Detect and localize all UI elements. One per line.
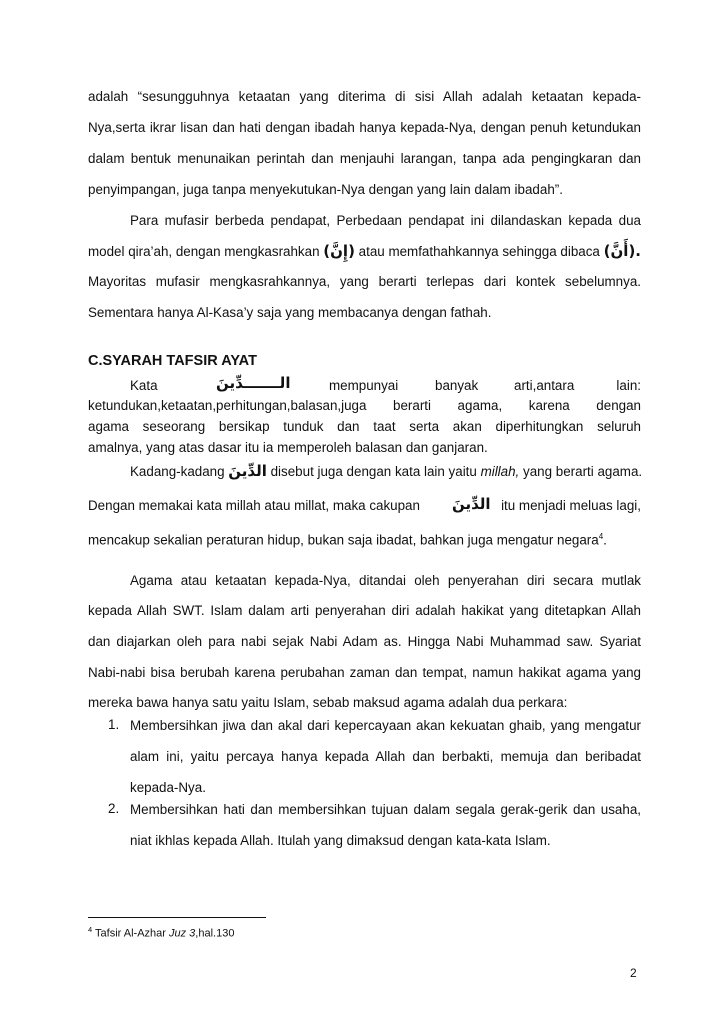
p5-line-5: mereka bawa hanya satu yaitu Islam, sebab maksud agama adalah dua perkara: xyxy=(88,695,568,710)
p4-line-3-end: . xyxy=(603,532,607,548)
p4-millah: millah, xyxy=(480,464,520,479)
footnote xyxy=(88,925,234,940)
p3-line-3: agama seseorang bersikap tunduk dan taat serta akan diperhitungkan seluruh xyxy=(88,419,641,434)
p5-line-1: Agama atau ketaatan kepada-Nya, ditandai oleh penyerahan diri secara mutlak xyxy=(130,573,641,588)
p3-kata: Kata xyxy=(130,378,158,393)
footnote-italic: Juz 3 xyxy=(169,927,196,940)
p4-text-c: yang berarti agama. xyxy=(523,464,643,479)
list-item-2-line-2: niat ikhlas kepada Allah. Itulah yang dimaksud dengan kata-kata Islam. xyxy=(130,833,551,848)
arabic-inna: (إِنَّ) xyxy=(323,242,355,260)
p4-text-a: Kadang-kadang xyxy=(130,464,225,479)
footnote-text: Tafsir Al-Azhar xyxy=(92,927,169,940)
footnote-tail: ,hal.130 xyxy=(195,927,235,940)
p3-word-1: mempunyai xyxy=(329,378,399,393)
p4-line-3 xyxy=(88,528,641,546)
p4-line-1 xyxy=(130,462,641,480)
arabic-addin-2: الدِّينَ xyxy=(452,495,491,513)
arabic-addin-1: الدِّينَ xyxy=(228,462,267,480)
p1-line-3: dalam bentuk menunaikan perintah dan menjauhi larangan, tanpa ada pengingkaran dan xyxy=(88,151,641,166)
list-number-1: 1. xyxy=(108,717,120,732)
list-item-1-line-1: Membersihkan jiwa dan akal dari kepercayaan akan kekuatan ghaib, yang mengatur xyxy=(130,718,641,733)
p2-line-2 xyxy=(88,242,641,260)
p3-word-4: lain: xyxy=(616,378,641,393)
arabic-anna: (أَنَّ). xyxy=(603,242,641,260)
p4-line-3-text: mencakup sekalian peraturan hidup, bukan saja ibadat, bahkan juga mengatur negara xyxy=(88,532,599,548)
p2-line-2-text-a: model qira’ah, dengan mengkasrahkan xyxy=(88,244,320,259)
p2-line-4: Sementara hanya Al-Kasa’y saja yang membacanya dengan fathah. xyxy=(88,305,492,320)
p2-line-3: Mayoritas mufasir mengkasrahkannya, yang berarti terlepas dari kontek sebelumnya. xyxy=(88,274,641,289)
p1-line-2: Nya,serta ikrar lisan dan hati dengan ibadah hanya kepada-Nya, dengan penuh ketundukan xyxy=(88,120,641,135)
page-number: 2 xyxy=(630,966,637,980)
p5-line-4: Nabi-nabi bisa berubah karena perubahan zaman dan tempat, namun hakikat agama yang xyxy=(88,665,641,680)
section-heading: C.SYARAH TAFSIR AYAT xyxy=(88,353,257,369)
p2-line-2-text-b: atau memfathahkannya sehingga dibaca xyxy=(358,244,600,259)
arabic-addin-long: الـــــــدِّينَ xyxy=(216,374,291,392)
list-item-1-line-2: alam ini, yaitu percaya hanya kepada Allah dan berbakti, memuja dan beribadat xyxy=(130,749,641,764)
p5-line-3: dan diajarkan oleh para nabi sejak Nabi Adam as. Hingga Nabi Muhammad saw. Syariat xyxy=(88,634,641,649)
footnote-divider xyxy=(88,917,266,918)
p3-line-2: ketundukan,ketaatan,perhitungan,balasan,juga berarti agama, karena dengan xyxy=(88,398,641,413)
p4-line-2-text-b: itu menjadi meluas lagi, xyxy=(501,498,641,513)
footnote-number: 4 xyxy=(88,925,93,934)
list-item-1-line-3: kepada-Nya. xyxy=(130,780,206,795)
p3-line-1 xyxy=(88,374,641,395)
p2-line-1: Para mufasir berbeda pendapat, Perbedaan pendapat ini dilandaskan kepada dua xyxy=(130,213,641,228)
list-item-2-line-1: Membersihkan hati dan membersihkan tujuan dalam segala gerak-gerik dan usaha, xyxy=(130,802,641,817)
p1-line-1: adalah “sesungguhnya ketaatan yang diterima di sisi Allah adalah ketaatan kepada- xyxy=(88,89,641,104)
p3-word-2: banyak xyxy=(435,378,479,393)
p4-line-2 xyxy=(88,497,641,515)
p4-line-2-text-a: Dengan memakai kata millah atau millat, maka cakupan xyxy=(88,498,420,513)
p5-line-2: kepada Allah SWT. Islam dalam arti penyerahan diri adalah hakikat yang ditetapkan Allah xyxy=(88,603,641,618)
list-number-2: 2. xyxy=(108,801,120,816)
p3-word-3: arti,antara xyxy=(514,378,575,393)
footnote-ref[interactable]: 4 xyxy=(598,532,604,541)
p3-line-4: amalnya, yang atas dasar itu ia memperoleh balasan dan ganjaran. xyxy=(88,440,488,455)
p1-line-4: penyimpangan, juga tanpa menyekutukan-Nya dengan yang lain dalam ibadah”. xyxy=(88,182,563,197)
p4-text-b: disebut juga dengan kata lain yaitu xyxy=(270,464,477,479)
